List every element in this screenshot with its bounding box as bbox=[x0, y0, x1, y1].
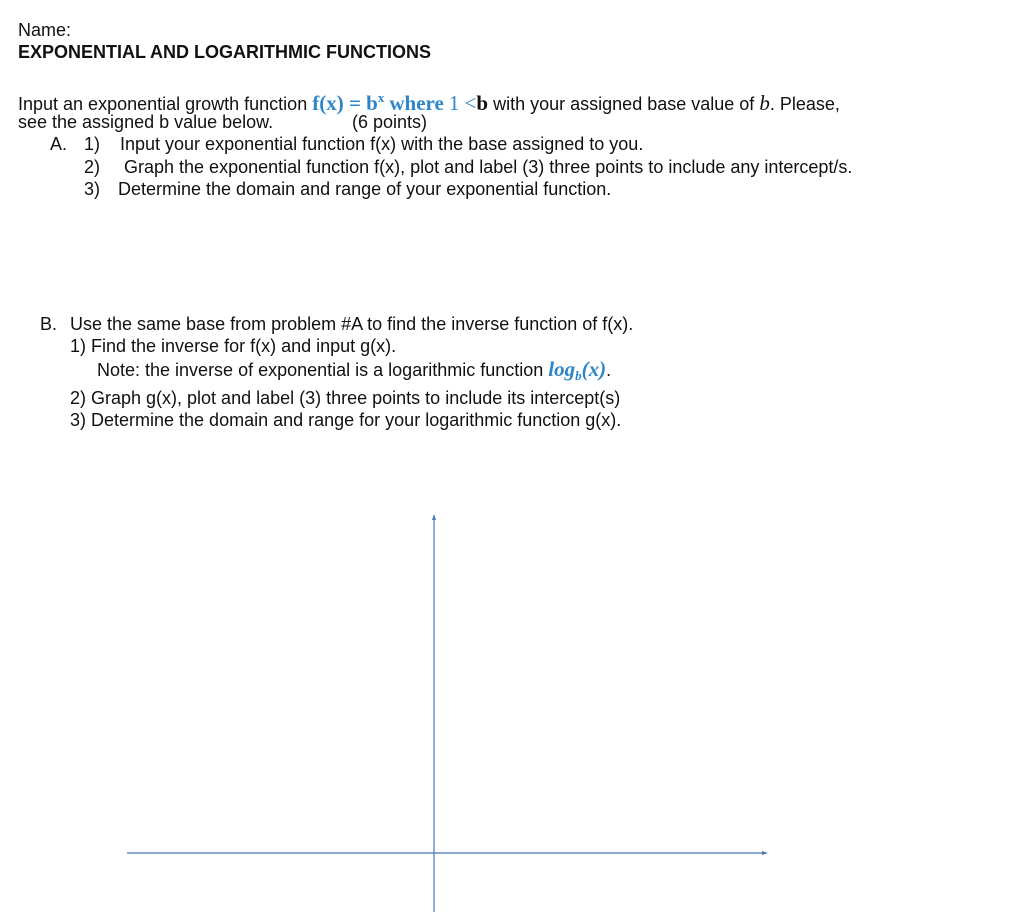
note-log-arg: (x) bbox=[581, 357, 607, 381]
part-a-item-1-text: Input your exponential function f(x) with the base assigned to you. bbox=[120, 134, 644, 154]
part-b-intro: Use the same base from problem #A to find the inverse function of f(x). bbox=[70, 314, 634, 334]
name-label: Name: bbox=[18, 20, 72, 40]
y-axis-arrowhead bbox=[432, 514, 436, 520]
part-b-item-3: 3) Determine the domain and range for your logarithmic function g(x). bbox=[70, 410, 622, 430]
formula-cond-b: b bbox=[476, 91, 489, 115]
intro-text-before: Input an exponential growth function bbox=[18, 94, 308, 114]
note-end: . bbox=[606, 360, 612, 380]
part-b-label: B. bbox=[40, 314, 58, 334]
points-label: (6 points) bbox=[352, 112, 428, 132]
note-log-base: b bbox=[575, 368, 582, 383]
part-a-item-2-text: Graph the exponential function f(x), plot and label (3) three points to include any intercept/s. bbox=[124, 157, 853, 177]
part-b-item-2: 2) Graph g(x), plot and label (3) three points to include its intercept(s) bbox=[70, 388, 621, 408]
note-text: Note: the inverse of exponential is a logarithmic function bbox=[97, 360, 544, 380]
intro-text-after: with your assigned base value of bbox=[493, 94, 755, 114]
formula-exponent: x bbox=[377, 90, 385, 105]
formula-where: where bbox=[389, 91, 444, 115]
formula-cond-one: 1 < bbox=[448, 91, 477, 115]
x-axis-arrowhead bbox=[762, 851, 768, 855]
note-log-word: log bbox=[548, 357, 576, 381]
part-b-item-1: 1) Find the inverse for f(x) and input g(x). bbox=[70, 336, 397, 356]
part-a-item-2-num: 2) bbox=[84, 157, 101, 177]
intro-text-end: . Please, bbox=[769, 94, 840, 114]
part-a-label: A. bbox=[50, 134, 68, 154]
part-a-item-3-num: 3) bbox=[84, 179, 101, 199]
intro-line2-text: see the assigned b value below. bbox=[18, 112, 274, 132]
base-variable: b bbox=[759, 91, 770, 115]
part-a-item-1-num: 1) bbox=[84, 134, 101, 154]
formula-f-base: f(x) = b bbox=[312, 91, 378, 115]
part-a-item-3-text: Determine the domain and range of your exponential function. bbox=[118, 179, 612, 199]
page-title: EXPONENTIAL AND LOGARITHMIC FUNCTIONS bbox=[18, 42, 431, 62]
